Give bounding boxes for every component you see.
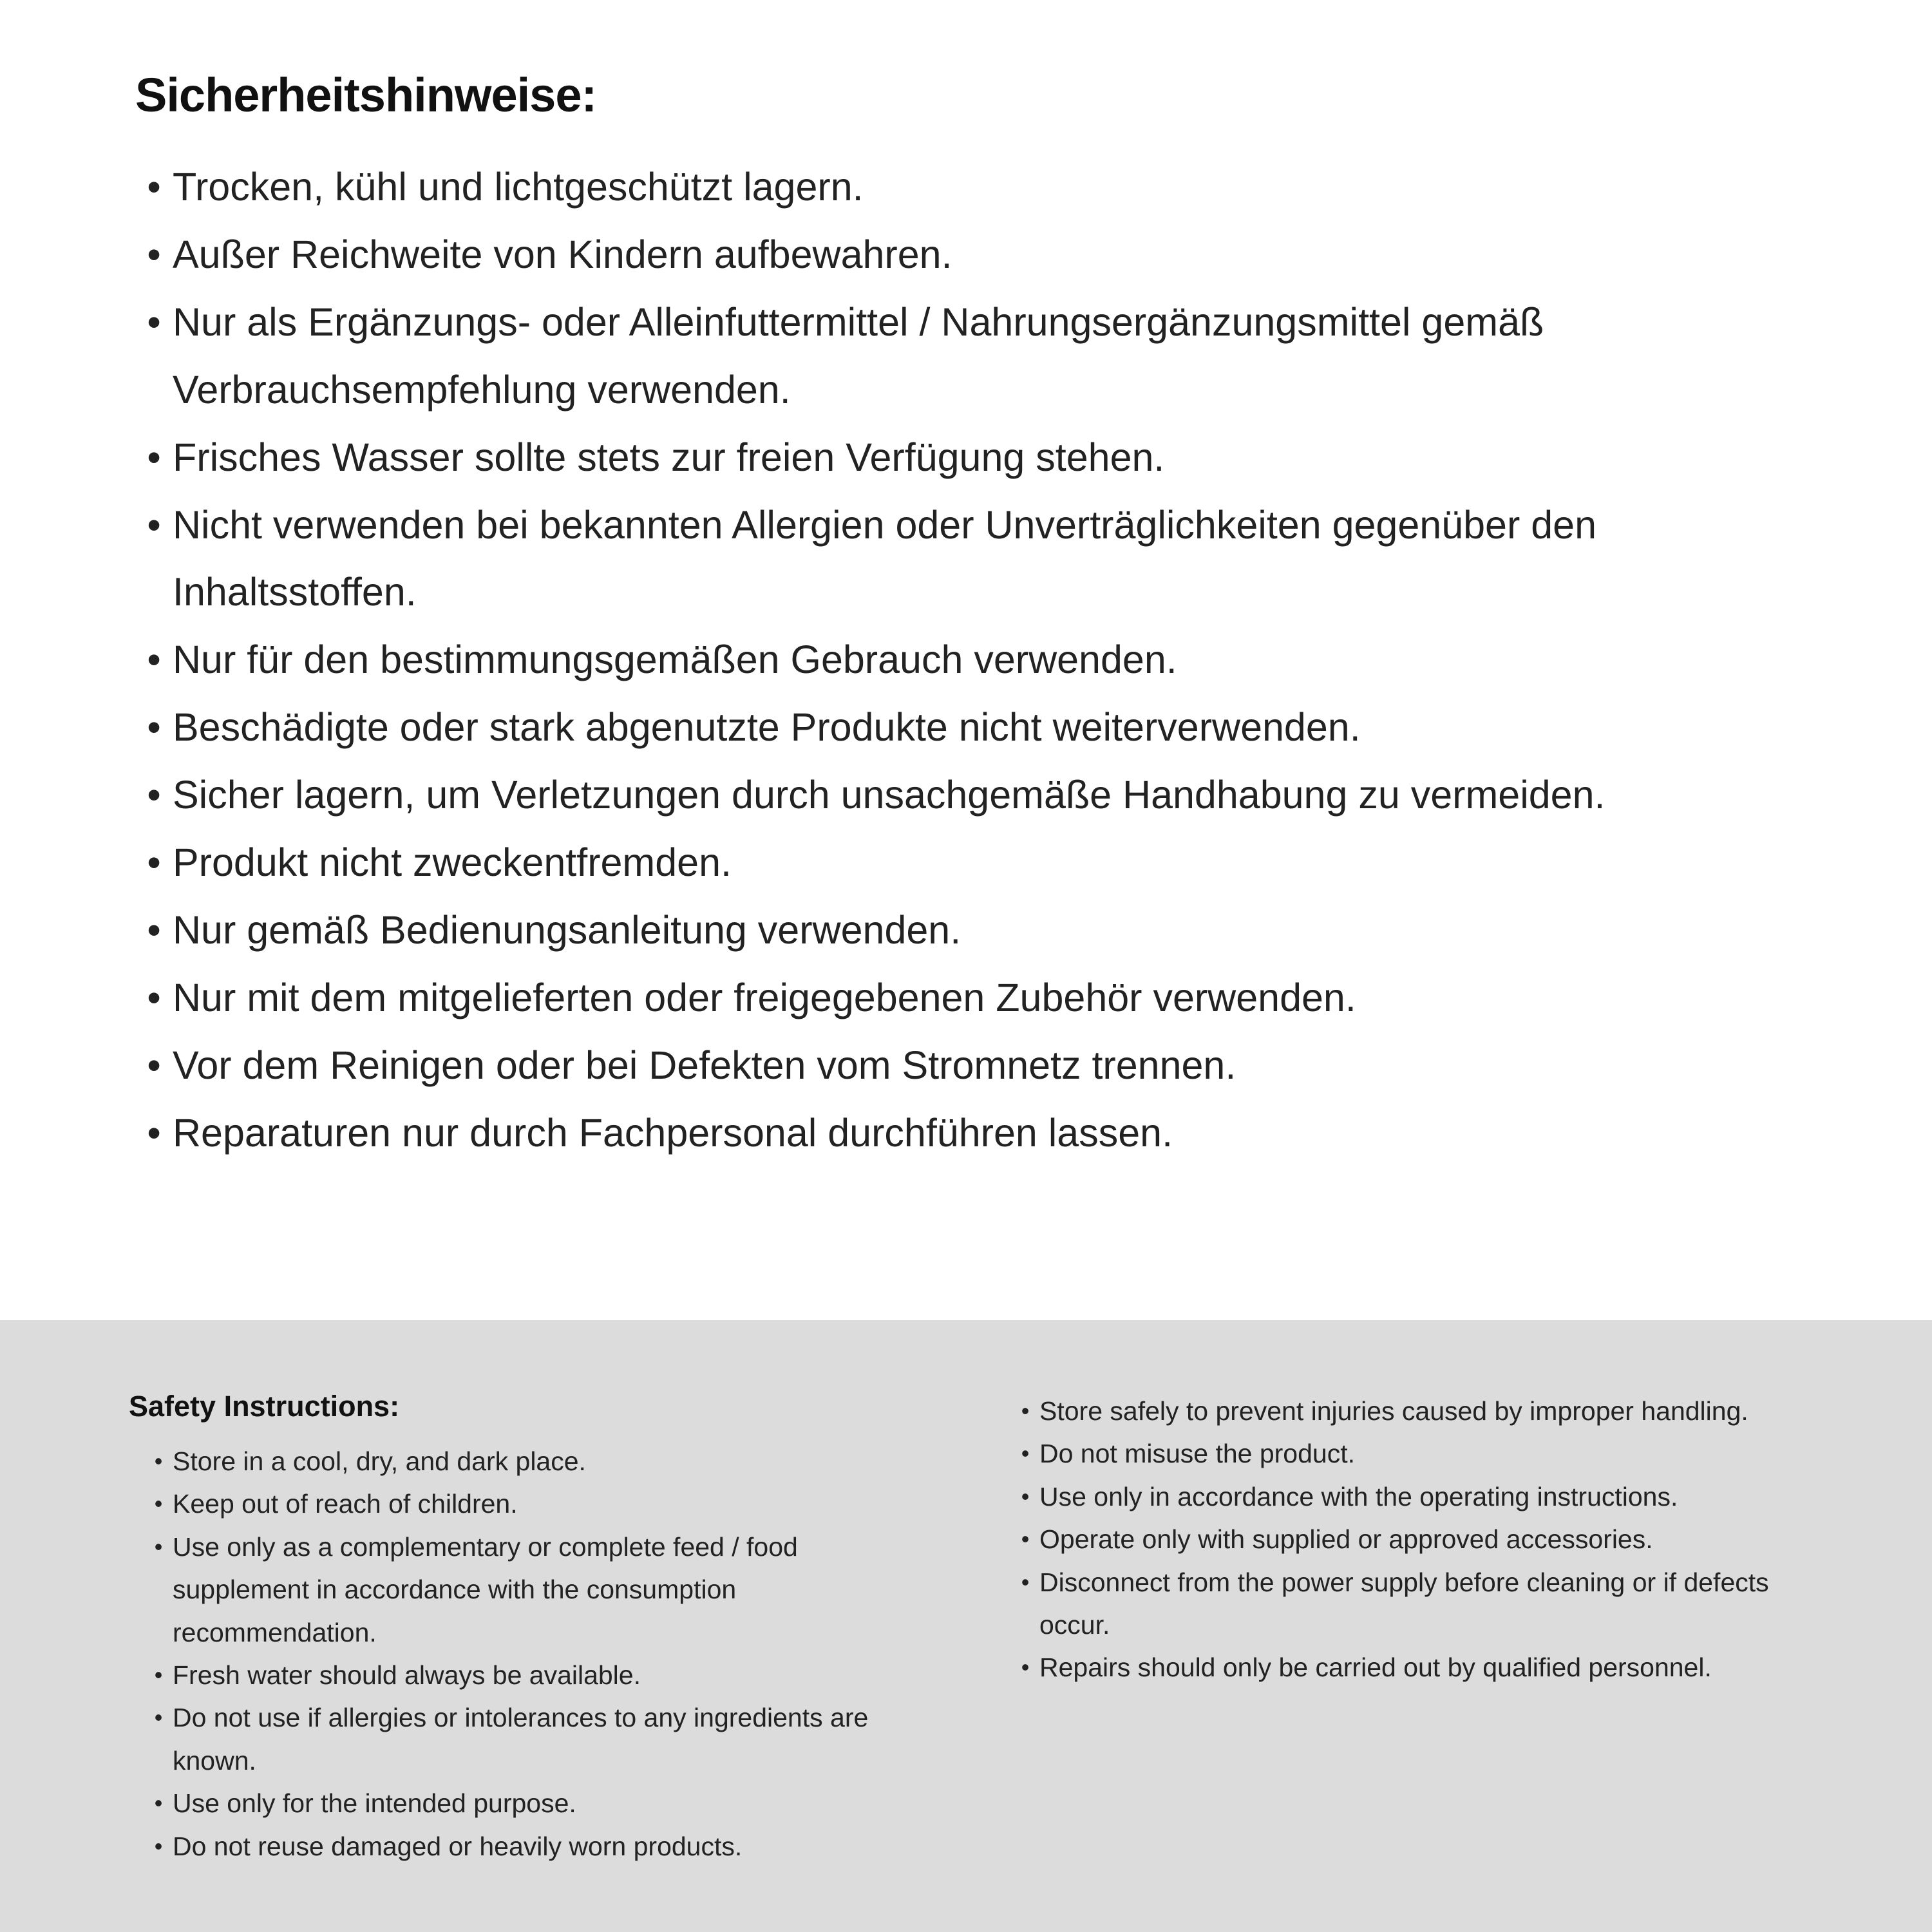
list-item-text: Vor dem Reinigen oder bei Defekten vom Stromnetz trennen. <box>173 1043 1236 1087</box>
english-section <box>0 1320 1932 1932</box>
list-item <box>1011 1561 1823 1647</box>
list-item <box>135 153 1835 221</box>
list-item-text: Keep out of reach of children. <box>173 1489 518 1519</box>
english-section-title: Safety Instructions: <box>129 1390 400 1423</box>
bullet-icon: • <box>147 907 161 952</box>
list-item <box>1011 1646 1823 1689</box>
list-item <box>135 626 1835 694</box>
list-item-text: Nicht verwenden bei bekannten Allergien oder Unverträglichkeiten gegenüber den Inhaltsstoffen. <box>173 502 1597 614</box>
list-item <box>135 1099 1835 1167</box>
german-instructions-list <box>135 153 1835 1167</box>
bullet-icon: • <box>1021 1397 1030 1424</box>
list-item <box>1011 1475 1823 1518</box>
list-item-text: Use only as a complementary or complete feed / food supplement in accordance with the consumption recommendation. <box>173 1531 798 1647</box>
bullet-icon: • <box>147 773 161 817</box>
bullet-icon: • <box>1021 1654 1030 1681</box>
list-item <box>135 694 1835 761</box>
list-item <box>135 761 1835 829</box>
bullet-icon: • <box>147 165 161 209</box>
list-item-text: Repairs should only be carried out by qualified personnel. <box>1039 1653 1712 1683</box>
list-item-text: Nur als Ergänzungs- oder Alleinfuttermittel / Nahrungsergänzungsmittel gemäß Verbrauchsempfehlung verwenden. <box>173 299 1544 412</box>
bullet-icon: • <box>154 1790 163 1817</box>
bullet-icon: • <box>147 1110 161 1155</box>
list-item-text: Do not reuse damaged or heavily worn products. <box>173 1831 743 1861</box>
list-item-text: Use only for the intended purpose. <box>173 1788 576 1819</box>
list-item-text: Sicher lagern, um Verletzungen durch unsachgemäße Handhabung zu vermeiden. <box>173 773 1605 817</box>
list-item <box>144 1654 940 1696</box>
list-item <box>135 424 1835 491</box>
list-item-text: Operate only with supplied or approved accessories. <box>1039 1524 1653 1555</box>
bullet-icon: • <box>147 840 161 885</box>
list-item-text: Produkt nicht zweckentfremden. <box>173 840 732 885</box>
english-left-column <box>129 1390 940 1932</box>
list-item-text: Außer Reichweite von Kindern aufbewahren. <box>173 232 952 276</box>
list-item <box>135 221 1835 289</box>
list-item-text: Use only in accordance with the operating instructions. <box>1039 1481 1678 1511</box>
bullet-icon: • <box>154 1662 163 1689</box>
bullet-icon: • <box>1021 1482 1030 1510</box>
list-item-text: Nur für den bestimmungsgemäßen Gebrauch verwenden. <box>173 638 1177 682</box>
list-item <box>135 964 1835 1032</box>
list-item-text: Fresh water should always be available. <box>173 1660 641 1690</box>
list-item <box>144 1526 940 1654</box>
list-item-text: Store in a cool, dry, and dark place. <box>173 1446 586 1476</box>
bullet-icon: • <box>154 1448 163 1474</box>
list-item-text: Do not misuse the product. <box>1039 1439 1355 1469</box>
list-item-text: Frisches Wasser sollte stets zur freien Verfügung stehen. <box>173 435 1165 479</box>
list-item <box>135 896 1835 964</box>
bullet-icon: • <box>147 638 161 682</box>
english-instructions-list-right <box>1011 1390 1823 1689</box>
bullet-icon: • <box>1021 1526 1030 1553</box>
german-section-title: Sicherheitshinweise: <box>135 68 597 122</box>
bullet-icon: • <box>147 232 161 276</box>
bullet-icon: • <box>147 502 161 547</box>
list-item <box>144 1782 940 1824</box>
list-item <box>144 1482 940 1525</box>
bullet-icon: • <box>147 975 161 1019</box>
list-item-text: Nur mit dem mitgelieferten oder freigegebenen Zubehör verwenden. <box>173 975 1356 1019</box>
list-item <box>135 289 1835 424</box>
bullet-icon: • <box>154 1533 163 1560</box>
list-item <box>135 491 1835 627</box>
list-item-text: Do not use if allergies or intolerances to any ingredients are known. <box>173 1703 869 1776</box>
list-item <box>1011 1518 1823 1560</box>
bullet-icon: • <box>147 1043 161 1087</box>
list-item-text: Store safely to prevent injuries caused by improper handling. <box>1039 1396 1748 1426</box>
list-item-text: Nur gemäß Bedienungsanleitung verwenden. <box>173 907 961 952</box>
list-item-text: Reparaturen nur durch Fachpersonal durchführen lassen. <box>173 1110 1173 1155</box>
list-item <box>1011 1432 1823 1475</box>
list-item-text: Trocken, kühl und lichtgeschützt lagern. <box>173 165 864 209</box>
list-item-text: Disconnect from the power supply before cleaning or if defects occur. <box>1039 1567 1769 1640</box>
list-item <box>135 1032 1835 1099</box>
bullet-icon: • <box>147 705 161 750</box>
bullet-icon: • <box>1021 1568 1030 1595</box>
bullet-icon: • <box>147 299 161 344</box>
list-item <box>144 1440 940 1482</box>
bullet-icon: • <box>1021 1440 1030 1467</box>
list-item <box>144 1696 940 1782</box>
list-item <box>1011 1390 1823 1432</box>
english-instructions-list-left <box>129 1440 940 1868</box>
list-item <box>135 829 1835 896</box>
bullet-icon: • <box>154 1832 163 1859</box>
bullet-icon: • <box>147 435 161 479</box>
list-item <box>144 1825 940 1868</box>
bullet-icon: • <box>154 1704 163 1731</box>
list-item-text: Beschädigte oder stark abgenutzte Produkte nicht weiterverwenden. <box>173 705 1361 750</box>
bullet-icon: • <box>154 1490 163 1517</box>
english-right-column <box>1011 1390 1823 1932</box>
